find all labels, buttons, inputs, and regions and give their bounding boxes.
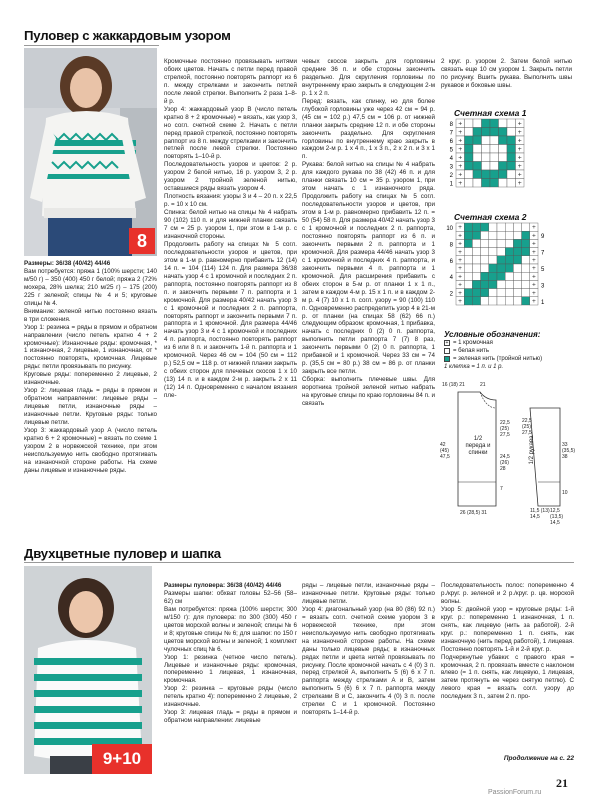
edge-stitch-mark: +: [517, 171, 522, 179]
chart-cell: [465, 119, 474, 128]
chart-cell: [522, 264, 530, 272]
edge-stitch-mark: +: [517, 128, 522, 136]
chart-cell: [505, 297, 513, 305]
chart-cell: [489, 256, 497, 264]
chart-cell: [507, 145, 516, 154]
chart-cell: [497, 256, 505, 264]
chart-cell: [499, 119, 508, 128]
chart-cell: [482, 153, 491, 162]
counting-chart-1: [444, 119, 524, 199]
chart-cell: [499, 128, 508, 137]
model-number-badge-1: 8: [129, 228, 155, 254]
chart-cell: [497, 280, 505, 288]
chart-cell: [465, 162, 474, 171]
text-paragraph: Узор 3: жаккардовый узор А (число петель кратно 6 + 2 кромочные) = вязать по схеме 1 узором 2 в норвежской технике, при этом неиспользуемую нить свободно протягивать на изнаночной стороне работы. На схеме даны лицевые и изнаночные ряды.: [24, 427, 157, 474]
text-paragraph: Кромочные постоянно провязывать нитями обоих цветов. Начать с петли перед правой стрелкой, постоянно повторять раппорт из 6 п. между стрелками и закончить петлей после левой стрелки. Выполнить 2 раза 1–8-й р.: [164, 58, 297, 105]
chart-cell: [473, 170, 482, 179]
chart-cell: [490, 128, 499, 137]
sweater-photo-1: [24, 48, 157, 256]
row-number-label: 10: [446, 226, 453, 232]
chart-cell: [507, 136, 516, 145]
section2-column-1: [164, 582, 297, 777]
dimension-label: 22,5 (25) 27,5: [500, 420, 510, 438]
chart-cell: [472, 272, 480, 280]
text-paragraph: Узор 3: лицевая гладь = ряды в прямом и обратном направлении: лицевые: [164, 709, 297, 725]
chart-cell: [522, 248, 530, 256]
chart-cell: [472, 280, 480, 288]
text-paragraph: Узор 4: диагональный узор (на 80 (86) 92 п.) = вязать согл. счетной схеме узором 3 в норвежской технике, при этом неиспользуемую нить свободно протягивать на изнаночной стороне работы. На схеме даны только лицевые ряды; в изнаночных рядах петли и цвета нитей провязывать по рисунку. После кромочной начать с 4 (0) 3 п. перед стрелкой А, выполнить 5 (6) 6 x 7 п. раппорта между стрелками А и В, затем выполнить 5 (6) 6 x 7 п. раппорта между стрелками В и С, закончить 4 (0) 3 п. после стрелки С и 1 кромочной. Постоянно повторять 1–14-й р.: [302, 605, 435, 717]
chart-cell: [513, 239, 521, 247]
chart-cell: [464, 289, 472, 297]
chart-cell: [490, 179, 499, 188]
chart-cell: [522, 223, 530, 231]
text-paragraph: Узор 2: лицевая гладь = ряды в прямом и обратном направлении: лицевые ряды – лицевые петли, изнаночные ряды – изнаночные петли. Круговые ряды: только лицевые петли.: [24, 387, 157, 427]
row-number-label: 4: [449, 156, 453, 162]
edge-stitch-mark: +: [531, 240, 536, 248]
chart-cell: [513, 223, 521, 231]
text-paragraph: Продолжить работу на спицах № 5 согл. последовательности узоров и цветов, при этом в 1-м р. равномерно прибавить 12 (14) 14 п. = 104 (114) 124 п. Для размера 36/38 начать узор 4 с 1 кромочной и последних 2 п. раппорта, постоянно повторять раппорт из 8 п. и закончить первыми 7 п. раппорта и 1 кромочной. Для размера 40/42 начать узор 3 с 1 кромочной и последних 2 п. раппорта, повторять раппорт и закончить первыми 7 п. раппорта и 1 кромочной. Для размера 44/46 начать узор 3 и 4 с 1 кромочной и последних 4 п. раппорта, постоянно повторять раппорт из 6 или 8 п. и закончить 1-й п. раппорта и 1 кромочной. Через 46 см = 104 (50 см = 112 р.) 52,5 см = 118 р. от нижней планки закрыть с обеих сторон для плечевых скосов 1 x 10 (13) 14 п. и в каждом 2-м р. закрыть 2 x 11 (12) 14 п. Одновременно с началом вязания пле-: [164, 240, 297, 400]
page-number: 21: [556, 776, 568, 790]
text-paragraph: Узор 2: резинка – круговые ряды (число петель кратно 4): попеременно 2 лицевые, 2 изнаночные.: [164, 685, 297, 709]
edge-stitch-mark: +: [531, 265, 536, 273]
legend-item-edge: [444, 339, 574, 347]
chart-cell: [481, 256, 489, 264]
chart-cell: [497, 272, 505, 280]
text-paragraph: Последовательность полос: попеременно 4 р./круг. р. зеленой и 2 р./круг. р. цв. морской волны.: [441, 582, 574, 605]
chart-cell: [482, 145, 491, 154]
edge-stitch-mark: +: [458, 154, 463, 162]
row-number-label: 7: [541, 250, 545, 257]
chart-cell: [481, 280, 489, 288]
chart-cell: [464, 272, 472, 280]
chart-cell: [513, 256, 521, 264]
chart-cell: [522, 289, 530, 297]
chart-cell: [522, 280, 530, 288]
edge-stitch-mark: +: [458, 281, 463, 289]
chart-cell: [522, 239, 530, 247]
text-paragraph: Внимание: зеленой нитью постоянно вязать в три сложения.: [24, 307, 157, 323]
section1-column-1: [24, 260, 157, 530]
text-paragraph: Спинка: белой нитью на спицы № 4 набрать 90 (102) 110 п. и для нижней планки связать 7 см = 25 р. узором 1, при этом в 1-м р. с изнаночной стороны.: [164, 209, 297, 240]
dimension-label: 21: [480, 382, 486, 388]
dimension-label: 7: [500, 486, 503, 492]
chart-cell: [465, 170, 474, 179]
row-number-label: 4: [449, 275, 453, 282]
chart-cell: [489, 248, 497, 256]
edge-stitch-mark: +: [458, 162, 463, 170]
section-divider: [24, 562, 574, 563]
chart-cell: [464, 231, 472, 239]
chart-cell: [507, 162, 516, 171]
chart-cell: [490, 170, 499, 179]
text-paragraph: ряды – лицевые петли, изнаночные ряды – изнаночные петли. Круговые ряды: только лицевые петли.: [302, 582, 435, 605]
chart-cell: [482, 128, 491, 137]
chart-cell: [489, 239, 497, 247]
chart-cell: [472, 231, 480, 239]
chart-cell: [497, 289, 505, 297]
chart-cell: [464, 239, 472, 247]
chart-cell: [507, 128, 516, 137]
edge-stitch-mark: +: [531, 297, 536, 305]
edge-stitch-mark: +: [458, 256, 463, 264]
section1-title: Пуловер с жаккардовым узором: [24, 28, 231, 43]
chart-cell: [505, 239, 513, 247]
dimension-label: 12,5 (13,5) 14,5: [550, 508, 564, 526]
chart-cell: [497, 248, 505, 256]
text-paragraph: Рукава: белой нитью на спицы № 4 набрать для каждого рукава по 38 (42) 46 п. и для планки связать 10 см = 35 р. узором 1, при этом начать с 1 изнаночного ряда. Продолжить работу на спицах № 5 согл. последовательности узоров и цветов, при этом в 1-м р. равномерно прибавить 12 п. = 50 (54) 58 п. Для размера 40/42 начать узор 3 с 1 кромочной и последних 2 п. раппорта, постоянно повторять раппорт из 6 п. и закончить первыми 2 п. раппорта и 1 кромочной. Для размера 44/46 начать узор 3 с 1 кромочной и последних 4 п. раппорта, и закончить первыми 4 п. раппорта и 1 кромочной. Для расширения прибавить с обеих сторон в 5-м р. от планки 1 x 1 п., затем в каждом 4-м р. 15 x 1 п. и в каждом 2-м р. 4 (7) 10 x 1 п. согл. узору = 90 (100) 110 п. Одновременно распределить узор 4 в 21-м р. от планки (на спицах 58 (62) 66 п.) следующим образом: кромочная, 1 прибавка, начать с последних 0 (2) 0 п. раппорта, выполнить петли раппорта 7 (7) 8 раз, закончить первыми 0 (2) 0 п. раппорта, 1 прибавкой и 1 кромочной. Через 33 см = 74 р. (35,5 см = 80 р.) 38 см = 86 р. от планки закрыть все петли.: [302, 161, 435, 376]
text-paragraph: Круговые ряды: попеременно 2 лицевые, 2 изнаночные.: [24, 371, 157, 387]
chart-cell: [497, 297, 505, 305]
chart-cell: [481, 231, 489, 239]
text-paragraph: Узор 4: жаккардовый узор В (число петель кратно 8 + 2 кромочные) = вязать, как узор 3, но согл. счетной схеме 2. Начать с петли перед правой стрелкой, постоянно повторять раппорт из 8 п. между стрелками и закончить петлей после левой стрелки. Постоянно повторять 1–10-й р.: [164, 105, 297, 161]
legend-title: Условные обозначения:: [444, 330, 541, 339]
chart-cell: [482, 179, 491, 188]
chart-cell: [507, 179, 516, 188]
chart-cell: [472, 248, 480, 256]
chart-cell: [473, 162, 482, 171]
chart-cell: [490, 136, 499, 145]
edge-stitch-mark: +: [458, 265, 463, 273]
edge-stitch-mark: +: [531, 256, 536, 264]
section2-column-2: [302, 582, 435, 777]
chart-cell: [499, 179, 508, 188]
schema1-title: Счетная схема 1: [454, 108, 527, 118]
text-paragraph: 2 круг. р. узором 2. Затем белой нитью связать еще 10 см узором 1. Закрыть петли по рисунку. Вшить рукава. Выполнить швы рукавов и боковые швы.: [441, 58, 572, 89]
edge-stitch-mark: +: [458, 171, 463, 179]
chart-cell: [481, 272, 489, 280]
chart-cell: [505, 248, 513, 256]
edge-stitch-mark: +: [458, 240, 463, 248]
dimension-label: 10: [562, 490, 568, 496]
chart-cell: [482, 136, 491, 145]
chart-cell: [465, 128, 474, 137]
counting-chart-2: [444, 223, 545, 317]
text-paragraph: Размеры шапки: обхват головы 52–56 (58–62) см: [164, 589, 297, 605]
legend: [444, 330, 574, 371]
chart-cell: [464, 280, 472, 288]
chart-cell: [472, 239, 480, 247]
text-paragraph: Сборка: выполнить плечевые швы. Для воротника тройной зеленой нитью набрать на круговые спицы по краю горловины 84 п. и связать: [302, 376, 435, 407]
text-paragraph: Перед: вязать, как спинку, но для более глубокой горловины уже через 42 см = 94 р. (45 см = 102 р.) 47,5 см = 106 р. от нижней планки закрыть средние 12 п. и обе стороны закончить раздельно. Для скругления горловины по внутреннему краю закрыть в каждом 2-м р. 1 x 4 п., 1 x 3 п., 2 x 2 п. и 3 x 1 п.: [302, 97, 435, 161]
edge-stitch-mark: +: [531, 248, 536, 256]
chart-cell: [465, 136, 474, 145]
row-number-label: 9: [541, 234, 545, 241]
row-number-label: 1: [449, 181, 453, 188]
chart-cell: [472, 223, 480, 231]
row-number-label: 3: [449, 164, 453, 171]
dimension-label: 22,5 (25) 27,5: [522, 418, 532, 436]
chart-cell: [499, 136, 508, 145]
text-paragraph: Размеры пуловера: 36/38 (40/42) 44/46: [164, 582, 282, 589]
dimension-label: 42 (45) 47,5: [440, 442, 450, 460]
dimension-label: 24,5 (26) 28: [500, 454, 510, 472]
chart-cell: [505, 280, 513, 288]
chart-cell: [505, 256, 513, 264]
chart-cell: [489, 264, 497, 272]
chart-cell: [489, 297, 497, 305]
chart-cell: [481, 289, 489, 297]
legend-label: = белая нить: [453, 348, 489, 354]
legend-note: 1 клетка = 1 п. и 1 р.: [444, 364, 504, 370]
row-number-label: 3: [541, 283, 545, 290]
chart-cell: [513, 280, 521, 288]
chart-cell: [497, 223, 505, 231]
edge-stitch-mark: +: [517, 162, 522, 170]
chart-cell: [497, 264, 505, 272]
legend-item-green: [444, 355, 574, 363]
chart-cell: [513, 248, 521, 256]
chart-cell: [513, 272, 521, 280]
chart-cell: [513, 264, 521, 272]
chart-cell: [499, 153, 508, 162]
edge-stitch-mark: +: [531, 281, 536, 289]
chart-cell: [465, 145, 474, 154]
row-number-label: 8: [449, 242, 453, 249]
edge-stitch-mark: +: [517, 145, 522, 153]
sweater-photo-2: [24, 566, 152, 774]
dimension-label: 33 (35,5) 38: [562, 442, 576, 460]
chart-cell: [505, 264, 513, 272]
chart-cell: [489, 289, 497, 297]
chart-cell: [464, 264, 472, 272]
pattern-diagram: [438, 378, 582, 528]
chart-cell: [513, 231, 521, 239]
front-back-label: 1/2 переда и спинки: [465, 436, 491, 456]
section1-column-2: [164, 58, 297, 530]
chart-cell: [481, 248, 489, 256]
dimension-label: 16 (18) 21: [442, 382, 465, 388]
chart-cell: [490, 153, 499, 162]
edge-stitch-mark: +: [531, 273, 536, 281]
legend-label: = 1 кромочная: [453, 340, 493, 346]
chart-cell: [489, 231, 497, 239]
chart-cell: [497, 239, 505, 247]
chart-cell: [489, 223, 497, 231]
row-number-label: 6: [449, 139, 453, 145]
schema2-title: Счетная схема 2: [454, 212, 527, 222]
edge-stitch-mark: +: [531, 232, 536, 240]
chart-cell: [513, 289, 521, 297]
text-paragraph: Узор 1: резинка (четное число петель). Лицевые и изнаночные ряды: кромочная, попеременно 1 лицевая, 1 изнаночная, кромочная.: [164, 653, 297, 685]
text-paragraph: Узор 1: резинка = ряды в прямом и обратном направлении (число петель кратно 4 + 2 кромочные): Изнаночные ряды: кромочная, * 1 изнаночная, 2 лицевые, 1 изнаночная, от * постоянно повторять, кромочная. Лицевые ряды: петли провязывать по рисунку.: [24, 323, 157, 371]
text-paragraph: Последовательность узоров и цветов: 2 р. узором 2 белой нитью, 16 р. узором 3, 2 р. узором 2 тройной зеленой нитью, оставшиеся ряды вязать узором 4.: [164, 161, 297, 193]
chart-cell: [465, 153, 474, 162]
chart-cell: [505, 223, 513, 231]
dimension-label: 11,5 (13) 14,5: [530, 508, 550, 520]
row-number-label: 5: [449, 147, 453, 154]
chart-cell: [481, 223, 489, 231]
edge-stitch-mark: +: [458, 224, 463, 232]
chart-cell: [507, 153, 516, 162]
row-number-label: 2: [449, 291, 453, 298]
chart-cell: [499, 162, 508, 171]
chart-cell: [499, 145, 508, 154]
chart-cell: [497, 231, 505, 239]
chart-cell: [473, 119, 482, 128]
chart-cell: [464, 297, 472, 305]
chart-cell: [507, 119, 516, 128]
chart-cell: [522, 256, 530, 264]
row-number-label: 5: [541, 267, 545, 273]
chart-cell: [482, 119, 491, 128]
chart-cell: [490, 162, 499, 171]
chart-cell: [473, 179, 482, 188]
chart-cell: [489, 272, 497, 280]
chart-cell: [472, 264, 480, 272]
section1-column-4-text: [441, 58, 572, 108]
model-number-badge-2: 9+10: [92, 744, 152, 774]
edge-stitch-mark: +: [458, 128, 463, 136]
text-paragraph: Размеры: 36/38 (40/42) 44/46: [24, 260, 111, 267]
chart-cell: [490, 145, 499, 154]
text-paragraph: Подчеркнутые убавки: с правого края = кромочная, 2 п. провязать вместе с наклоном влево (= 1 п. снять, как лицевую, 1 лицевая, затем протянуть ее через снятую петлю). С левого края = вязать согл. узору до последних 3 п., затем 2 п. про-: [441, 653, 574, 701]
chart-cell: [464, 256, 472, 264]
edge-stitch-icon: +: [445, 340, 449, 346]
chart-cell: [472, 256, 480, 264]
white-square-icon: [444, 348, 450, 354]
edge-stitch-mark: +: [458, 297, 463, 305]
chart-cell: [489, 280, 497, 288]
edge-stitch-mark: +: [517, 120, 522, 128]
chart-cell: [473, 153, 482, 162]
chart-cell: [465, 179, 474, 188]
row-number-label: 2: [449, 173, 453, 179]
sleeve-label: 1/2 рукава: [529, 435, 535, 465]
chart-cell: [464, 223, 472, 231]
edge-stitch-mark: +: [458, 137, 463, 145]
row-number-label: 7: [449, 130, 453, 137]
chart-cell: [473, 128, 482, 137]
edge-stitch-mark: +: [458, 179, 463, 187]
dimension-label: 26 (28,5) 31: [460, 510, 487, 516]
watermark: PassionForum.ru: [488, 789, 542, 796]
chart-cell: [464, 248, 472, 256]
section2-title: Двухцветные пуловер и шапка: [24, 546, 221, 561]
edge-stitch-mark: +: [517, 137, 522, 145]
chart-cell: [505, 289, 513, 297]
chart-cell: [472, 289, 480, 297]
chart-cell: [522, 297, 530, 305]
edge-stitch-mark: +: [458, 273, 463, 281]
legend-item-white: [444, 347, 574, 355]
chart-cell: [472, 297, 480, 305]
row-number-label: 1: [541, 299, 545, 306]
text-paragraph: Плотность вязания: узоры 3 и 4 – 20 п. x 22,5 р. = 10 x 10 см.: [164, 193, 297, 209]
text-paragraph: Узор 5: двойной узор = круговые ряды: 1-й круг. р.: попеременно 1 изнаночная, 1 п. снять, как лицевую (нить за работой). 2-й круг. р.: попеременно 1 п. снять, как изнаночную (нить перед работой), 1 лицевая. Постоянно повторять 1-й и 2-й круг. р.: [441, 605, 574, 653]
chart-cell: [490, 119, 499, 128]
text-paragraph: чевых скосов закрыть для горловины средние 36 п. и обе стороны закончить раздельно. Для скругления горловины по внутреннему краю закрыть в следующем 2-м р. 1 x 2 п.: [302, 58, 435, 97]
edge-stitch-mark: +: [458, 289, 463, 297]
chart-cell: [513, 297, 521, 305]
chart-cell: [505, 272, 513, 280]
chart-cell: [522, 272, 530, 280]
chart-cell: [481, 297, 489, 305]
chart-cell: [473, 136, 482, 145]
section2-column-3: [441, 582, 574, 752]
chart-cell: [481, 239, 489, 247]
chart-cell: [522, 231, 530, 239]
chart-cell: [507, 170, 516, 179]
chart-cell: [482, 170, 491, 179]
chart-cell: [481, 264, 489, 272]
row-number-label: 8: [449, 122, 453, 128]
continuation-note: Продолжение на с. 22: [503, 755, 574, 762]
edge-stitch-mark: +: [458, 145, 463, 153]
chart-cell: [482, 162, 491, 171]
edge-stitch-mark: +: [458, 232, 463, 240]
edge-stitch-mark: +: [531, 224, 536, 232]
legend-label: = зеленая нить (тройной нитью): [453, 356, 543, 362]
edge-stitch-mark: +: [458, 120, 463, 128]
chart-cell: [473, 145, 482, 154]
section1-column-3: [302, 58, 435, 530]
text-paragraph: Вам потребуется: пряжа (100% шерсти; 300 м/150 г): для пуловера: по 300 (300) 450 г цветов морской волны и зеленой; спицы № 6 и 8; круговые спицы № 6; для шапки: по 150 г цветов морской волны и зеленой; 1 комплект чулочных спиц № 6.: [164, 605, 297, 653]
green-square-icon: [444, 356, 450, 362]
text-paragraph: Вам потребуется: пряжа 1 (100% шерсти; 140 м/50 г) – 350 (400) 450 г белой; пряжа 2 (72% мохера, 28% шелка; 210 м/25 г) – 175 (200) 225 г зеленой; спицы № 4 и 5; круговые спицы № 4.: [24, 267, 157, 307]
edge-stitch-mark: +: [517, 179, 522, 187]
edge-stitch-mark: +: [531, 289, 536, 297]
row-number-label: 6: [449, 258, 453, 265]
chart-cell: [499, 170, 508, 179]
edge-stitch-mark: +: [458, 248, 463, 256]
chart-cell: [505, 231, 513, 239]
title-divider: [24, 45, 159, 46]
edge-stitch-mark: +: [517, 154, 522, 162]
